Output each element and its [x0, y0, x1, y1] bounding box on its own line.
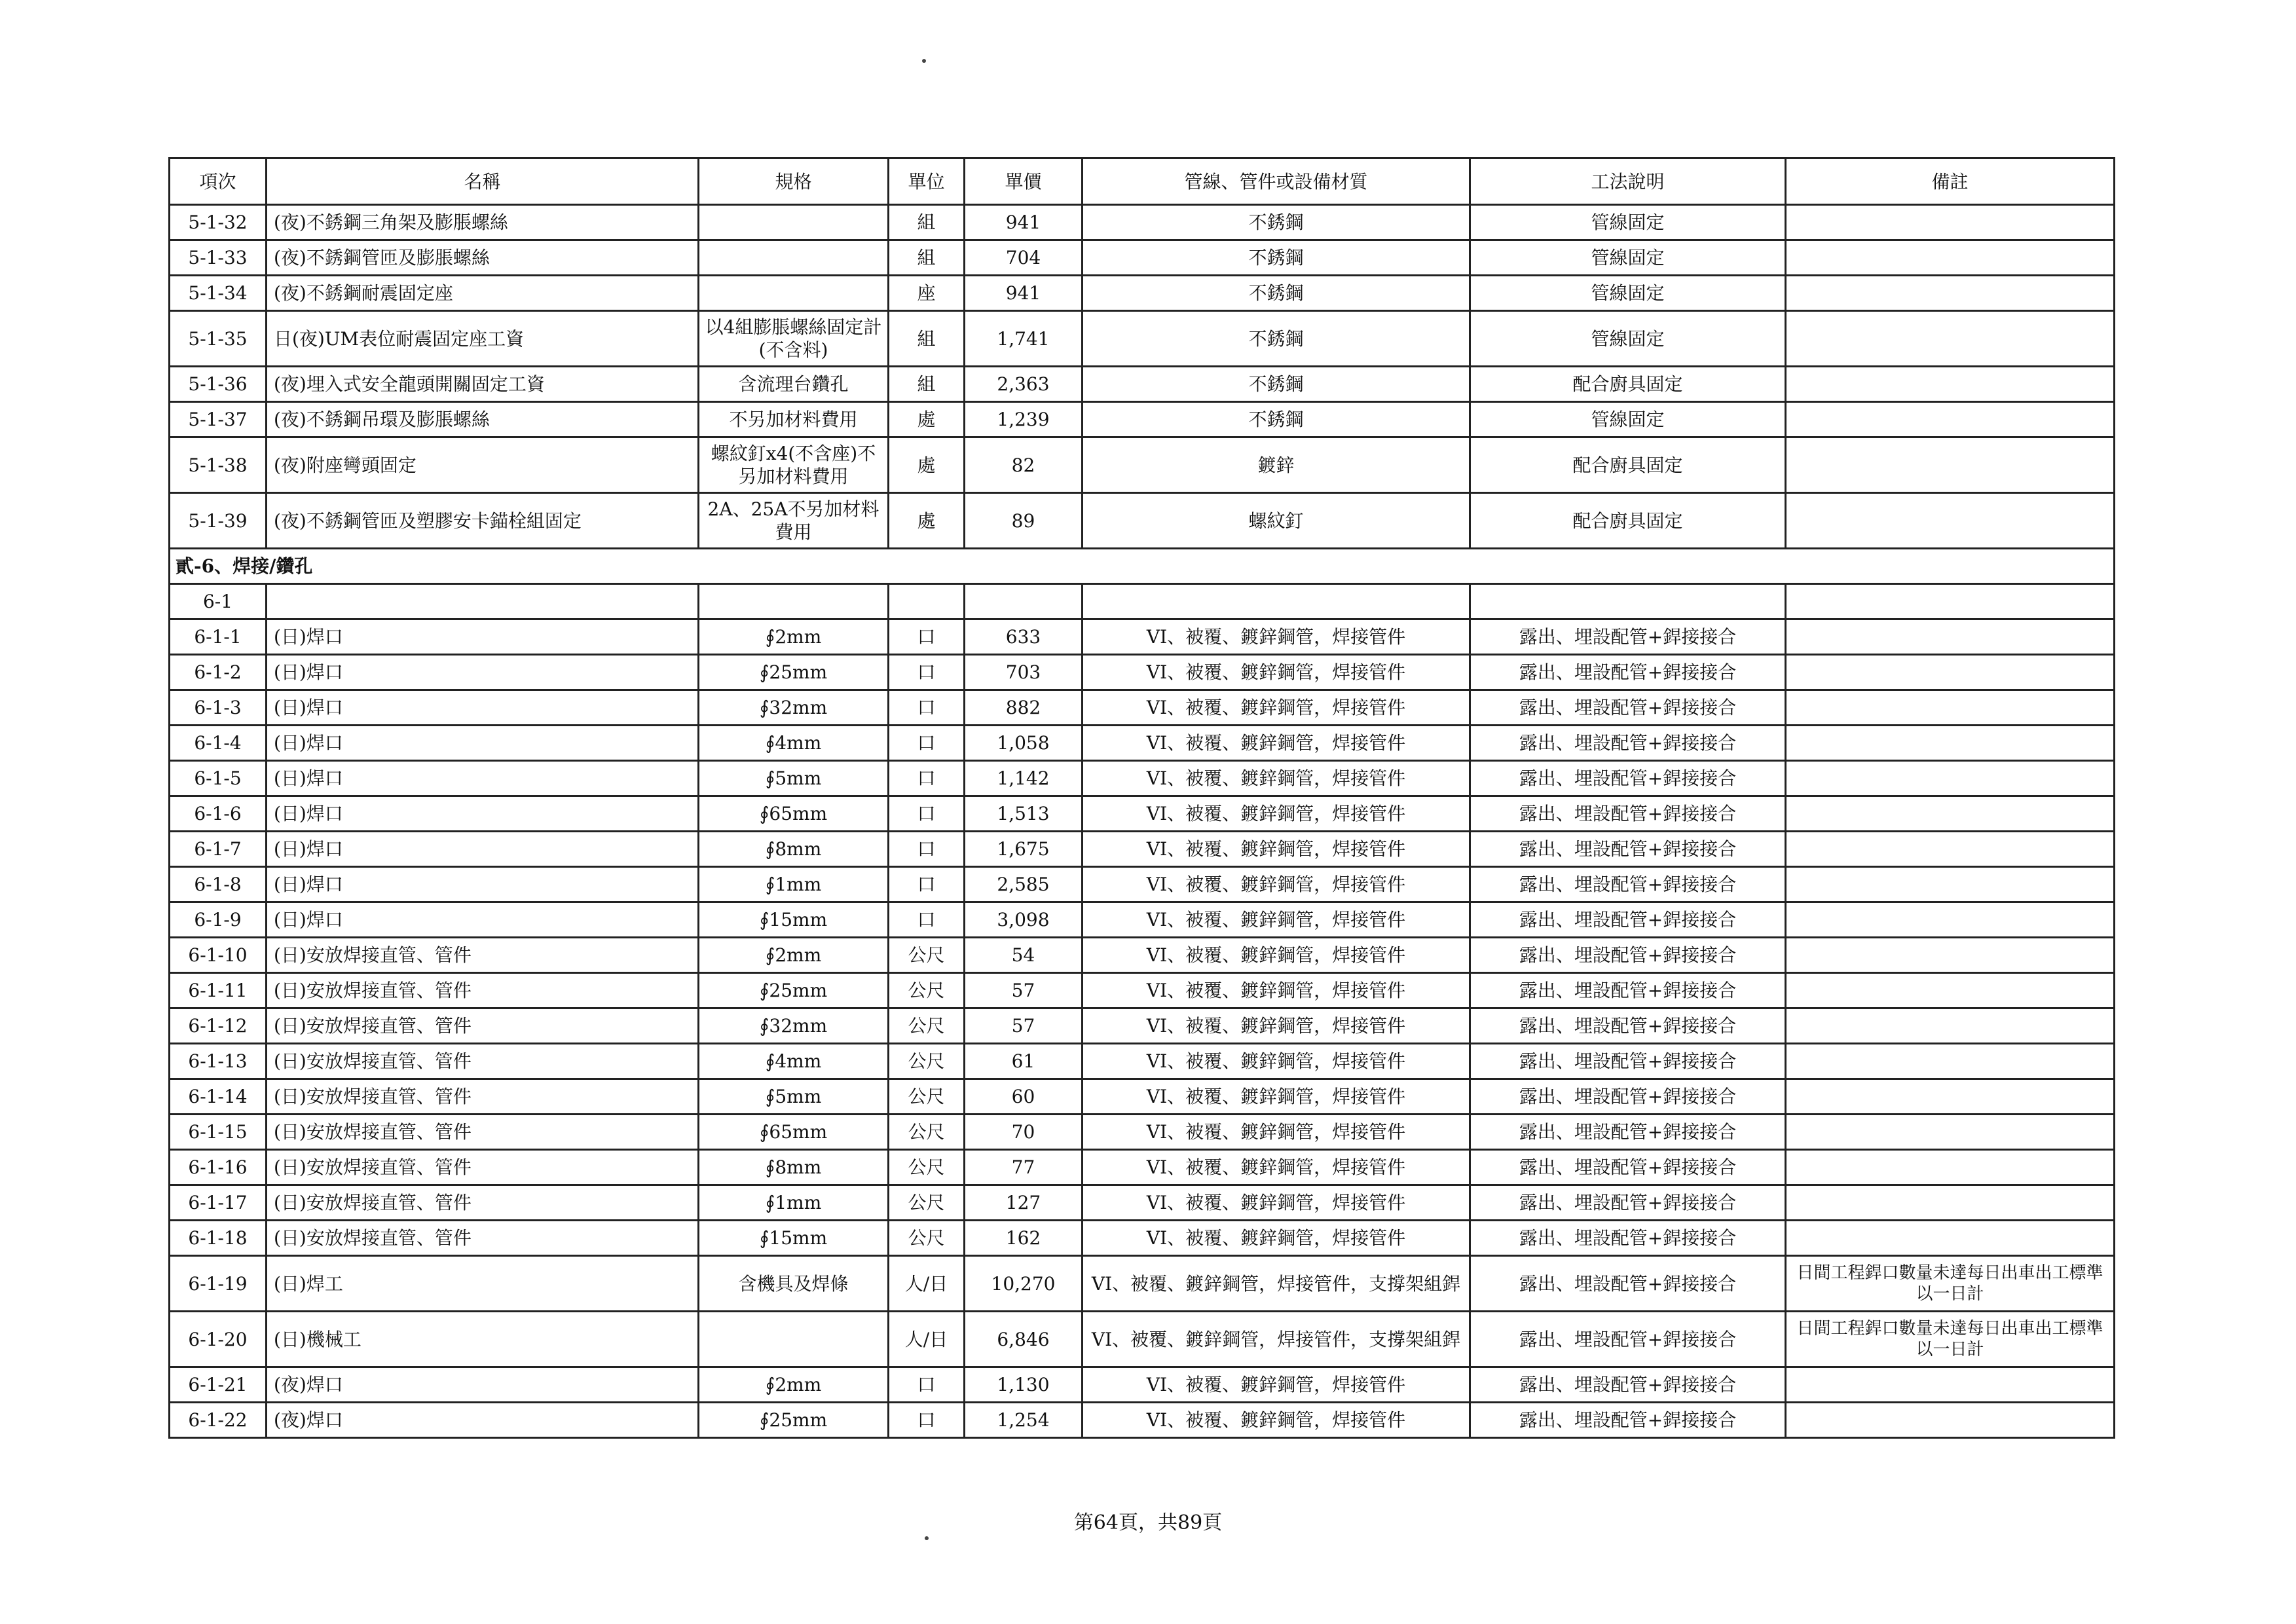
scan-speck [922, 59, 926, 63]
item-unit: 口 [889, 832, 965, 867]
item-price: 1,254 [965, 1403, 1083, 1438]
item-note [1786, 1008, 2115, 1044]
item-id: 5-1-39 [170, 493, 267, 549]
item-note [1786, 619, 2115, 655]
item-unit: 口 [889, 902, 965, 938]
table-row [170, 726, 2115, 761]
table-row [170, 1221, 2115, 1256]
item-name: (夜)不銹鋼管匝及塑膠安卡錨栓組固定 [267, 493, 699, 549]
table-row [170, 867, 2115, 902]
item-material: VI、被覆、鍍鋅鋼管，焊接管件 [1083, 1008, 1470, 1044]
item-note [1786, 726, 2115, 761]
item-unit: 處 [889, 437, 965, 493]
item-material: VI、被覆、鍍鋅鋼管，焊接管件 [1083, 1185, 1470, 1221]
item-id: 6-1-10 [170, 938, 267, 973]
item-spec: ∮65mm [699, 796, 889, 832]
item-material: 不銹鋼 [1083, 205, 1470, 240]
item-note [1786, 240, 2115, 276]
item-price: 3,098 [965, 902, 1083, 938]
item-spec: ∮4mm [699, 1044, 889, 1079]
item-spec: 以4組膨脹螺絲固定計(不含料) [699, 311, 889, 367]
item-material: VI、被覆、鍍鋅鋼管，焊接管件 [1083, 867, 1470, 902]
item-unit: 組 [889, 367, 965, 402]
item-note [1786, 493, 2115, 549]
item-price: 1,130 [965, 1367, 1083, 1403]
table-row [170, 655, 2115, 690]
item-id: 5-1-35 [170, 311, 267, 367]
item-name: (日)焊口 [267, 690, 699, 726]
item-method: 管線固定 [1470, 240, 1786, 276]
item-spec: ∮5mm [699, 761, 889, 796]
item-spec: ∮15mm [699, 902, 889, 938]
table-row [170, 619, 2115, 655]
item-method: 管線固定 [1470, 205, 1786, 240]
item-name: (夜)焊口 [267, 1367, 699, 1403]
item-method: 露出、埋設配管+銲接接合 [1470, 1403, 1786, 1438]
item-method: 露出、埋設配管+銲接接合 [1470, 761, 1786, 796]
group-id: 6-1 [170, 584, 267, 619]
item-unit: 組 [889, 311, 965, 367]
item-material: VI、被覆、鍍鋅鋼管，焊接管件 [1083, 619, 1470, 655]
item-price: 882 [965, 690, 1083, 726]
item-price: 1,513 [965, 796, 1083, 832]
item-name: (日)焊口 [267, 832, 699, 867]
item-note [1786, 938, 2115, 973]
table-row [170, 1150, 2115, 1185]
item-id: 6-1-15 [170, 1115, 267, 1150]
item-material: VI、被覆、鍍鋅鋼管，焊接管件 [1083, 1150, 1470, 1185]
item-unit: 處 [889, 493, 965, 549]
item-price: 1,675 [965, 832, 1083, 867]
item-spec: ∮8mm [699, 1150, 889, 1185]
item-unit: 公尺 [889, 973, 965, 1008]
item-spec: ∮65mm [699, 1115, 889, 1150]
item-material: 不銹鋼 [1083, 367, 1470, 402]
item-name: (日)安放焊接直管、管件 [267, 1221, 699, 1256]
item-note [1786, 867, 2115, 902]
item-spec [699, 205, 889, 240]
table-row [170, 796, 2115, 832]
item-method: 露出、埋設配管+銲接接合 [1470, 902, 1786, 938]
item-material: VI、被覆、鍍鋅鋼管，焊接管件，支撐架組銲 [1083, 1312, 1470, 1367]
item-spec: ∮32mm [699, 690, 889, 726]
item-spec: ∮25mm [699, 655, 889, 690]
item-name: (夜)不銹鋼三角架及膨脹螺絲 [267, 205, 699, 240]
item-spec: ∮1mm [699, 867, 889, 902]
item-spec [699, 240, 889, 276]
item-id: 5-1-37 [170, 402, 267, 437]
item-id: 6-1-4 [170, 726, 267, 761]
item-name: (日)安放焊接直管、管件 [267, 1079, 699, 1115]
group-cell [1786, 584, 2115, 619]
item-spec: ∮25mm [699, 973, 889, 1008]
header-price: 單價 [965, 158, 1083, 205]
item-price: 1,741 [965, 311, 1083, 367]
item-spec: ∮2mm [699, 619, 889, 655]
item-material: VI、被覆、鍍鋅鋼管，焊接管件 [1083, 832, 1470, 867]
table-row [170, 311, 2115, 367]
item-spec: ∮15mm [699, 1221, 889, 1256]
item-price: 10,270 [965, 1256, 1083, 1312]
item-method: 露出、埋設配管+銲接接合 [1470, 690, 1786, 726]
header-id: 項次 [170, 158, 267, 205]
item-id: 6-1-13 [170, 1044, 267, 1079]
item-spec: 不另加材料費用 [699, 402, 889, 437]
item-material: VI、被覆、鍍鋅鋼管，焊接管件 [1083, 1403, 1470, 1438]
item-price: 2,363 [965, 367, 1083, 402]
section-row [170, 549, 2115, 584]
item-id: 6-1-12 [170, 1008, 267, 1044]
item-method: 露出、埋設配管+銲接接合 [1470, 832, 1786, 867]
item-unit: 口 [889, 1367, 965, 1403]
item-note [1786, 402, 2115, 437]
item-unit: 口 [889, 690, 965, 726]
item-name: (夜)不銹鋼吊環及膨脹螺絲 [267, 402, 699, 437]
item-name: (日)安放焊接直管、管件 [267, 1115, 699, 1150]
item-unit: 口 [889, 619, 965, 655]
item-id: 6-1-11 [170, 973, 267, 1008]
table-row [170, 761, 2115, 796]
group-cell [699, 584, 889, 619]
item-price: 77 [965, 1150, 1083, 1185]
item-unit: 公尺 [889, 1150, 965, 1185]
item-material: VI、被覆、鍍鋅鋼管，焊接管件 [1083, 938, 1470, 973]
table-row [170, 1185, 2115, 1221]
item-material: 不銹鋼 [1083, 276, 1470, 311]
table-row [170, 276, 2115, 311]
group-cell [965, 584, 1083, 619]
item-method: 露出、埋設配管+銲接接合 [1470, 938, 1786, 973]
item-note [1786, 796, 2115, 832]
item-price: 6,846 [965, 1312, 1083, 1367]
item-spec [699, 1312, 889, 1367]
item-note [1786, 276, 2115, 311]
item-price: 54 [965, 938, 1083, 973]
item-method: 露出、埋設配管+銲接接合 [1470, 619, 1786, 655]
item-spec: ∮32mm [699, 1008, 889, 1044]
header-unit: 單位 [889, 158, 965, 205]
item-id: 6-1-20 [170, 1312, 267, 1367]
table-row [170, 205, 2115, 240]
item-note [1786, 832, 2115, 867]
item-price: 57 [965, 1008, 1083, 1044]
price-table [168, 157, 2115, 1439]
item-method: 管線固定 [1470, 402, 1786, 437]
item-name: (夜)焊口 [267, 1403, 699, 1438]
header-spec: 規格 [699, 158, 889, 205]
group-cell [889, 584, 965, 619]
header-note: 備註 [1786, 158, 2115, 205]
table-row [170, 1008, 2115, 1044]
item-spec: ∮4mm [699, 726, 889, 761]
item-spec: ∮5mm [699, 1079, 889, 1115]
table-row [170, 493, 2115, 549]
item-name: (日)焊口 [267, 726, 699, 761]
item-id: 5-1-36 [170, 367, 267, 402]
item-spec: 含流理台鑽孔 [699, 367, 889, 402]
table-row [170, 367, 2115, 402]
item-method: 露出、埋設配管+銲接接合 [1470, 867, 1786, 902]
item-name: (日)安放焊接直管、管件 [267, 938, 699, 973]
item-id: 6-1-22 [170, 1403, 267, 1438]
item-name: (日)焊口 [267, 619, 699, 655]
item-material: VI、被覆、鍍鋅鋼管，焊接管件 [1083, 902, 1470, 938]
item-note [1786, 1150, 2115, 1185]
item-id: 6-1-18 [170, 1221, 267, 1256]
item-id: 6-1-1 [170, 619, 267, 655]
item-method: 露出、埋設配管+銲接接合 [1470, 1312, 1786, 1367]
item-material: VI、被覆、鍍鋅鋼管，焊接管件 [1083, 761, 1470, 796]
item-method: 露出、埋設配管+銲接接合 [1470, 796, 1786, 832]
item-note [1786, 902, 2115, 938]
item-price: 162 [965, 1221, 1083, 1256]
table-row [170, 240, 2115, 276]
item-method: 露出、埋設配管+銲接接合 [1470, 1256, 1786, 1312]
item-material: VI、被覆、鍍鋅鋼管，焊接管件 [1083, 690, 1470, 726]
item-price: 2,585 [965, 867, 1083, 902]
item-unit: 公尺 [889, 1221, 965, 1256]
item-material: VI、被覆、鍍鋅鋼管，焊接管件 [1083, 1367, 1470, 1403]
item-method: 露出、埋設配管+銲接接合 [1470, 973, 1786, 1008]
item-method: 露出、埋設配管+銲接接合 [1470, 655, 1786, 690]
item-note [1786, 690, 2115, 726]
header-method: 工法說明 [1470, 158, 1786, 205]
item-id: 6-1-17 [170, 1185, 267, 1221]
item-spec: ∮25mm [699, 1403, 889, 1438]
item-unit: 組 [889, 240, 965, 276]
table-row [170, 402, 2115, 437]
table-row [170, 1044, 2115, 1079]
item-material: VI、被覆、鍍鋅鋼管，焊接管件，支撐架組銲 [1083, 1256, 1470, 1312]
item-unit: 口 [889, 1403, 965, 1438]
item-price: 941 [965, 205, 1083, 240]
item-unit: 公尺 [889, 1008, 965, 1044]
item-note [1786, 1403, 2115, 1438]
item-unit: 公尺 [889, 938, 965, 973]
item-spec: ∮2mm [699, 1367, 889, 1403]
scan-speck [925, 1536, 929, 1540]
table-row [170, 1403, 2115, 1438]
item-method: 露出、埋設配管+銲接接合 [1470, 1185, 1786, 1221]
header-row [170, 158, 2115, 205]
table-row [170, 902, 2115, 938]
item-price: 1,239 [965, 402, 1083, 437]
header-name: 名稱 [267, 158, 699, 205]
item-name: (日)焊口 [267, 902, 699, 938]
item-note [1786, 1185, 2115, 1221]
item-id: 6-1-5 [170, 761, 267, 796]
item-note [1786, 1079, 2115, 1115]
item-id: 5-1-38 [170, 437, 267, 493]
item-method: 露出、埋設配管+銲接接合 [1470, 1150, 1786, 1185]
page-footer: 第64頁，共89頁 [1073, 1511, 1223, 1534]
item-material: VI、被覆、鍍鋅鋼管，焊接管件 [1083, 1221, 1470, 1256]
item-method: 配合廚具固定 [1470, 437, 1786, 493]
table-row [170, 1256, 2115, 1312]
item-method: 露出、埋設配管+銲接接合 [1470, 1008, 1786, 1044]
item-material: 螺紋釘 [1083, 493, 1470, 549]
item-name: (日)安放焊接直管、管件 [267, 1044, 699, 1079]
item-unit: 口 [889, 867, 965, 902]
item-spec: ∮1mm [699, 1185, 889, 1221]
item-unit: 口 [889, 726, 965, 761]
item-id: 6-1-9 [170, 902, 267, 938]
item-price: 633 [965, 619, 1083, 655]
item-material: VI、被覆、鍍鋅鋼管，焊接管件 [1083, 1044, 1470, 1079]
item-price: 704 [965, 240, 1083, 276]
item-name: (日)焊口 [267, 761, 699, 796]
item-name: (日)安放焊接直管、管件 [267, 1008, 699, 1044]
item-spec: ∮2mm [699, 938, 889, 973]
item-material: VI、被覆、鍍鋅鋼管，焊接管件 [1083, 1115, 1470, 1150]
item-material: VI、被覆、鍍鋅鋼管，焊接管件 [1083, 973, 1470, 1008]
item-id: 6-1-2 [170, 655, 267, 690]
item-method: 管線固定 [1470, 276, 1786, 311]
item-unit: 公尺 [889, 1185, 965, 1221]
item-price: 1,058 [965, 726, 1083, 761]
item-unit: 公尺 [889, 1044, 965, 1079]
header-material: 管線、管件或設備材質 [1083, 158, 1470, 205]
item-name: (日)安放焊接直管、管件 [267, 973, 699, 1008]
item-material: 不銹鋼 [1083, 240, 1470, 276]
item-price: 82 [965, 437, 1083, 493]
table-row [170, 973, 2115, 1008]
item-unit: 人/日 [889, 1256, 965, 1312]
table-row [170, 832, 2115, 867]
item-name: (夜)不銹鋼耐震固定座 [267, 276, 699, 311]
item-name: 日(夜)UM表位耐震固定座工資 [267, 311, 699, 367]
item-spec [699, 276, 889, 311]
table-row [170, 938, 2115, 973]
item-id: 6-1-6 [170, 796, 267, 832]
item-method: 露出、埋設配管+銲接接合 [1470, 1115, 1786, 1150]
item-method: 露出、埋設配管+銲接接合 [1470, 1221, 1786, 1256]
item-id: 6-1-21 [170, 1367, 267, 1403]
item-note [1786, 311, 2115, 367]
item-method: 露出、埋設配管+銲接接合 [1470, 1367, 1786, 1403]
item-price: 127 [965, 1185, 1083, 1221]
table-row [170, 690, 2115, 726]
section-title: 貳-6、焊接/鑽孔 [170, 549, 2115, 584]
item-unit: 口 [889, 761, 965, 796]
item-id: 5-1-33 [170, 240, 267, 276]
item-note [1786, 655, 2115, 690]
item-material: 不銹鋼 [1083, 402, 1470, 437]
item-price: 61 [965, 1044, 1083, 1079]
item-unit: 公尺 [889, 1115, 965, 1150]
item-id: 5-1-34 [170, 276, 267, 311]
item-name: (日)安放焊接直管、管件 [267, 1150, 699, 1185]
item-material: VI、被覆、鍍鋅鋼管，焊接管件 [1083, 796, 1470, 832]
group-cell [267, 584, 699, 619]
item-unit: 處 [889, 402, 965, 437]
item-name: (夜)埋入式安全龍頭開關固定工資 [267, 367, 699, 402]
item-material: VI、被覆、鍍鋅鋼管，焊接管件 [1083, 655, 1470, 690]
item-method: 露出、埋設配管+銲接接合 [1470, 1044, 1786, 1079]
item-name: (日)焊口 [267, 867, 699, 902]
item-method: 露出、埋設配管+銲接接合 [1470, 726, 1786, 761]
item-method: 配合廚具固定 [1470, 367, 1786, 402]
item-note [1786, 973, 2115, 1008]
item-material: 不銹鋼 [1083, 311, 1470, 367]
item-note [1786, 1044, 2115, 1079]
group-cell [1083, 584, 1470, 619]
item-unit: 口 [889, 655, 965, 690]
table-row [170, 1312, 2115, 1367]
item-price: 70 [965, 1115, 1083, 1150]
item-id: 6-1-14 [170, 1079, 267, 1115]
item-material: 鍍鋅 [1083, 437, 1470, 493]
item-price: 941 [965, 276, 1083, 311]
item-note [1786, 761, 2115, 796]
item-price: 89 [965, 493, 1083, 549]
item-name: (日)機械工 [267, 1312, 699, 1367]
item-method: 露出、埋設配管+銲接接合 [1470, 1079, 1786, 1115]
table-row [170, 437, 2115, 493]
item-method: 管線固定 [1470, 311, 1786, 367]
item-spec: 2A、25A不另加材料費用 [699, 493, 889, 549]
item-price: 1,142 [965, 761, 1083, 796]
item-id: 6-1-7 [170, 832, 267, 867]
item-unit: 口 [889, 796, 965, 832]
item-name: (日)安放焊接直管、管件 [267, 1185, 699, 1221]
item-price: 703 [965, 655, 1083, 690]
item-note [1786, 367, 2115, 402]
item-note [1786, 437, 2115, 493]
item-id: 6-1-16 [170, 1150, 267, 1185]
item-note: 日間工程銲口數量未達每日出車出工標準 以一日計 [1786, 1312, 2115, 1367]
item-id: 6-1-8 [170, 867, 267, 902]
table-row [170, 1079, 2115, 1115]
item-note [1786, 1115, 2115, 1150]
item-method: 配合廚具固定 [1470, 493, 1786, 549]
item-id: 6-1-19 [170, 1256, 267, 1312]
item-spec: ∮8mm [699, 832, 889, 867]
item-unit: 人/日 [889, 1312, 965, 1367]
item-spec: 螺紋釘x4(不含座)不另加材料費用 [699, 437, 889, 493]
item-name: (夜)附座彎頭固定 [267, 437, 699, 493]
item-price: 57 [965, 973, 1083, 1008]
item-unit: 組 [889, 205, 965, 240]
item-id: 5-1-32 [170, 205, 267, 240]
item-id: 6-1-3 [170, 690, 267, 726]
item-spec: 含機具及焊條 [699, 1256, 889, 1312]
item-name: (日)焊口 [267, 655, 699, 690]
item-note [1786, 1367, 2115, 1403]
item-material: VI、被覆、鍍鋅鋼管，焊接管件 [1083, 726, 1470, 761]
item-name: (日)焊口 [267, 796, 699, 832]
item-note: 日間工程銲口數量未達每日出車出工標準 以一日計 [1786, 1256, 2115, 1312]
item-material: VI、被覆、鍍鋅鋼管，焊接管件 [1083, 1079, 1470, 1115]
table-row [170, 1115, 2115, 1150]
item-price: 60 [965, 1079, 1083, 1115]
group-row [170, 584, 2115, 619]
table-row [170, 1367, 2115, 1403]
item-name: (夜)不銹鋼管匝及膨脹螺絲 [267, 240, 699, 276]
item-note [1786, 1221, 2115, 1256]
group-cell [1470, 584, 1786, 619]
item-unit: 公尺 [889, 1079, 965, 1115]
item-unit: 座 [889, 276, 965, 311]
item-note [1786, 205, 2115, 240]
item-name: (日)焊工 [267, 1256, 699, 1312]
